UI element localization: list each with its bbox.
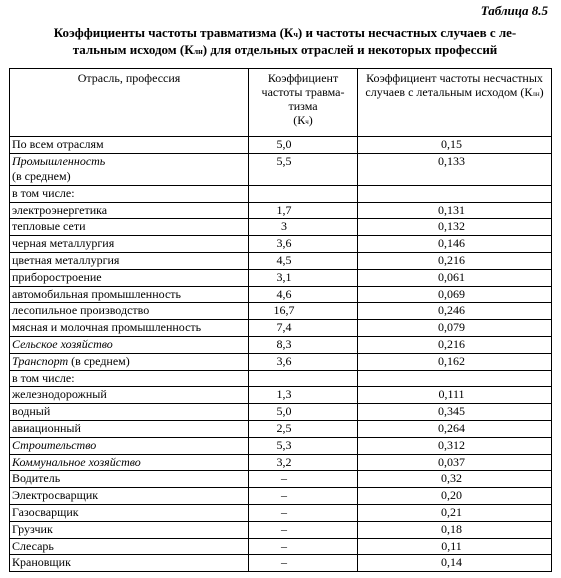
row-injury-rate: 16,7 [249,303,358,320]
row-injury-rate: 2,5 [249,420,358,437]
table-row [10,219,552,236]
row-fatal-rate: 0,21 [358,504,552,521]
row-industry: Промышленность (в среднем) [10,153,249,185]
row-fatal-rate: 0,11 [358,538,552,555]
row-industry: тепловые сети [10,219,249,236]
row-fatal-rate: 0,216 [358,336,552,353]
row-fatal-rate: 0,111 [358,387,552,404]
row-injury-rate: 8,3 [249,336,358,353]
row-fatal-rate [358,185,552,202]
table-row [10,252,552,269]
row-injury-rate: 4,6 [249,286,358,303]
row-injury-rate: – [249,488,358,505]
row-industry: Газосварщик [10,504,249,521]
table-row [10,504,552,521]
row-industry: Транспорт (в среднем) [10,353,249,370]
row-injury-rate: 5,0 [249,404,358,421]
table-row [10,185,552,202]
row-fatal-rate: 0,246 [358,303,552,320]
row-injury-rate: – [249,471,358,488]
table-row [10,320,552,337]
table-row [10,471,552,488]
coefficients-table [9,68,552,572]
row-injury-rate: – [249,555,358,572]
row-fatal-rate: 0,133 [358,153,552,185]
row-industry: авиационный [10,420,249,437]
row-fatal-rate: 0,264 [358,420,552,437]
row-injury-rate [249,185,358,202]
title-line2-b: ) для отдельных отраслей и некоторых профессий [202,42,498,57]
table-row [10,521,552,538]
title-line1-a: Коэффициенты частоты травматизма (К [53,25,294,40]
row-fatal-rate: 0,14 [358,555,552,572]
row-industry: электроэнергетика [10,202,249,219]
row-fatal-rate: 0,20 [358,488,552,505]
row-injury-rate: – [249,504,358,521]
table-row [10,303,552,320]
row-injury-rate: 7,4 [249,320,358,337]
row-injury-rate: 1,3 [249,387,358,404]
row-injury-rate: 5,0 [249,137,358,154]
row-fatal-rate: 0,079 [358,320,552,337]
row-industry: автомобильная промышленность [10,286,249,303]
table-row [10,137,552,154]
row-injury-rate: 3 [249,219,358,236]
row-fatal-rate: 0,069 [358,286,552,303]
row-injury-rate: – [249,521,358,538]
title-line1-b: ) и частоты несчастных случаев с ле- [297,25,517,40]
row-fatal-rate: 0,216 [358,252,552,269]
table-row [10,336,552,353]
row-injury-rate: 5,5 [249,153,358,185]
row-injury-rate: 1,7 [249,202,358,219]
row-industry: Строительство [10,437,249,454]
row-industry: Крановщик [10,555,249,572]
table-row [10,420,552,437]
row-fatal-rate: 0,061 [358,269,552,286]
row-industry: железнодорожный [10,387,249,404]
header-row [10,69,552,137]
row-injury-rate [249,370,358,387]
table-label: Таблица 8.5 [480,3,548,18]
row-fatal-rate: 0,18 [358,521,552,538]
row-industry: цветная металлургия [10,252,249,269]
table-row [10,202,552,219]
row-fatal-rate: 0,312 [358,437,552,454]
row-industry: Грузчик [10,521,249,538]
row-industry: Электросварщик [10,488,249,505]
row-industry: лесопильное производство [10,303,249,320]
header-fatal-rate: Коэффициент частоты несчастных случаев с летальным исходом (Клн) [358,69,552,137]
row-industry: По всем отраслям [10,137,249,154]
table-row [10,387,552,404]
row-industry: в том числе: [10,370,249,387]
title-line2-a: тальным исходом (К [72,42,194,57]
header-injury-rate: Коэффициент частоты травма-тизма (Кч) [249,69,358,137]
row-injury-rate: 3,2 [249,454,358,471]
row-industry: черная металлургия [10,236,249,253]
row-industry: приборостроение [10,269,249,286]
table-row [10,454,552,471]
row-industry: водный [10,404,249,421]
table-row [10,370,552,387]
row-fatal-rate: 0,132 [358,219,552,236]
row-industry: в том числе: [10,185,249,202]
title-line2-sub: лн [193,47,203,56]
row-fatal-rate: 0,15 [358,137,552,154]
row-injury-rate: 5,3 [249,437,358,454]
table-row [10,353,552,370]
row-injury-rate: 3,6 [249,236,358,253]
row-injury-rate: 3,1 [249,269,358,286]
table-row [10,404,552,421]
header-industry: Отрасль, профессия [10,69,249,137]
table-row [10,555,552,572]
table-row [10,286,552,303]
table-row [10,236,552,253]
row-fatal-rate: 0,037 [358,454,552,471]
row-injury-rate: 3,6 [249,353,358,370]
table-row [10,437,552,454]
table-row [10,153,552,185]
row-industry: Коммунальное хозяйство [10,454,249,471]
row-industry: Слесарь [10,538,249,555]
row-fatal-rate: 0,32 [358,471,552,488]
row-industry: Сельское хозяйство [10,336,249,353]
row-industry: Водитель [10,471,249,488]
row-fatal-rate: 0,146 [358,236,552,253]
row-injury-rate: – [249,538,358,555]
row-fatal-rate: 0,131 [358,202,552,219]
row-fatal-rate [358,370,552,387]
row-fatal-rate: 0,345 [358,404,552,421]
row-industry: мясная и молочная промышленность [10,320,249,337]
table-row [10,488,552,505]
table-title [30,25,540,59]
title-line1-sub: ч [293,30,298,39]
table-row [10,269,552,286]
table-row [10,538,552,555]
row-fatal-rate: 0,162 [358,353,552,370]
row-injury-rate: 4,5 [249,252,358,269]
